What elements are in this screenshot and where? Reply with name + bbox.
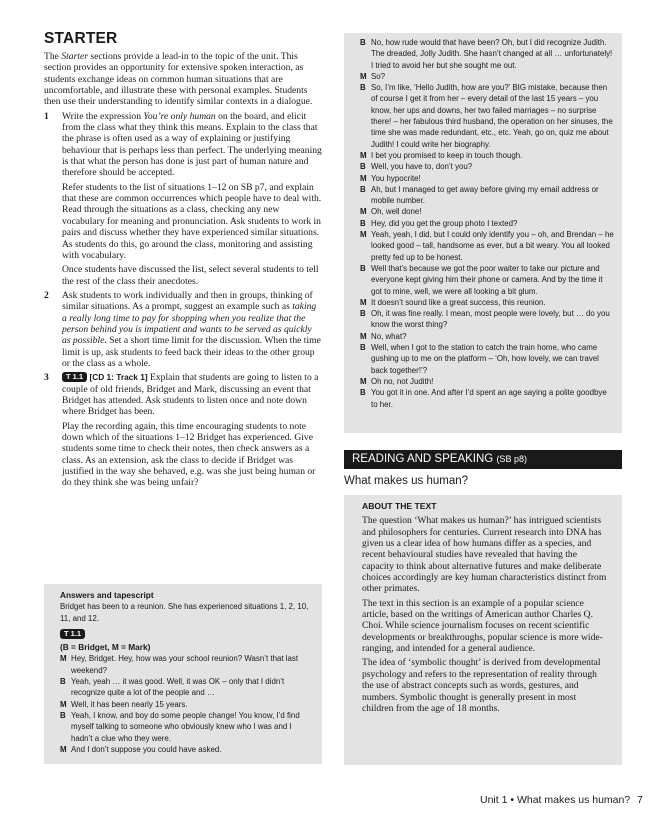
tapescript-line: [360, 71, 614, 82]
intro-text-post: sections provide a lead-in to the topic of the unit. This section provides an opportunity for extensive spoken interaction, as students exchange ideas on common human situations that are uncomfortable, and illustrate these with personal examples. Students then use their understanding to identify similar contexts in a dialogue.: [44, 51, 313, 108]
page-footer: [480, 794, 643, 806]
line-text: So?: [371, 71, 386, 81]
about-paragraph-2: The text in this section is an example of a popular science article, based on the writings of American author Charles Q. Choi. While science journalism focuses on recent scientific developments or breakthroughs, popular science is more wide-ranging, and intended for a general audience.: [362, 597, 603, 655]
tapescript-line: [360, 263, 614, 297]
step-1-paragraph-2: Refer students to the list of situations 1–12 on SB p7, and explain that these are common occurrences which people have to deal with. Read through the situations as a class, checking any new vocabulary for meaning and pronunciation. Ask students to work in pairs and discuss whether they have experienced similar situations. As students do this, go around the class, monitoring and assisting with vocabulary.: [62, 181, 322, 261]
step-number: 3: [44, 372, 49, 384]
speaker: B: [360, 309, 366, 319]
text: Explain that students are going to listen to a couple of old friends, Bridget and Mark, discussing an event that Bridget has attended. Ask students to listen once and note down where Bridget has been.: [62, 372, 319, 418]
line-text: I bet you promised to keep in touch though.: [371, 150, 523, 160]
speaker: B: [360, 388, 366, 398]
step-1-paragraph-1: [62, 111, 322, 179]
speaker-key: (B = Bridget, M = Mark): [60, 642, 151, 653]
line-text: You got it in one. And after I’d spent an age saying a polite goodbye to her.: [371, 388, 607, 409]
example-italic: taking a really long time to pay for shopping when you realize that the person behind you is impatient and wants to be served as quickly as possible: [62, 301, 317, 347]
tapescript-line: [360, 342, 614, 376]
tapescript-line: [360, 206, 614, 217]
tapescript-line: [360, 150, 614, 161]
line-text: Yeah, I know, and boy do some people change! You know, I’d find myself talking to someone who obviously knew who I was and I hadn’t a clue who they were.: [71, 710, 300, 743]
speaker: M: [360, 207, 367, 217]
speaker: B: [360, 38, 366, 47]
line-text: No, what?: [371, 331, 407, 341]
answers-tapescript-box: [44, 584, 322, 764]
speaker: M: [360, 173, 367, 183]
tapescript-line: [360, 218, 614, 229]
line-text: Well that’s because we got the poor waiter to take our picture and everyone kept giving him their phone or camera. And by the time it got to mine, well, we were all looking a bit glum.: [371, 263, 603, 296]
tapescript-line: [60, 653, 314, 676]
step-2: [44, 290, 322, 369]
tapescript-line: [360, 173, 614, 184]
step-3: [44, 372, 322, 488]
step-number: 2: [44, 289, 49, 301]
intro-italic: Starter: [61, 51, 88, 62]
tapescript-continued-box: [344, 33, 622, 433]
tapescript-lines: [60, 653, 314, 755]
step-3-paragraph-2: Play the recording again, this time encouraging students to note down which of the situations 1–12 Bridget has experienced. Give students some time to check their notes, then check answers as a class. As an extension, ask the class to decide if Bridget was justified in the way she behaved, e.g. was she just being human or do they think she was being unfair?: [62, 420, 316, 489]
text: on the board, and elicit from the class what they think this means. Explain to the class that the phrase is often used as a way of explaining or justifying behaviour that is perhaps less than perfect. The underlying meaning is that what the person has done is just part of human nature and therefore should be accepted.: [62, 110, 322, 179]
tapescript-line: [360, 229, 614, 263]
line-text: Ah, but I managed to get away before giving my email address or mobile number.: [371, 184, 599, 206]
line-text: Well, you have to, don’t you?: [371, 162, 473, 172]
line-text: So, I’m like, ‘Hello Judith, how are you?’ BIG mistake, because then of course I get it from her – every detail of the last 15 years – you know, her ups and downs, her two failed marriages – no surprise there! – her fabulous third husband, the operation on her sinuses, the time she was made redundant, etc., etc. Yeah, go on, quiz me about Judith! I could write her biography.: [371, 83, 613, 149]
speaker: M: [360, 297, 367, 307]
line-text: Oh, it was fine really. I mean, most people were lovely, but … do you know the worst thing?: [371, 309, 610, 330]
line-text: Oh no, not Judith!: [371, 376, 434, 386]
intro-text-pre: The: [44, 51, 62, 62]
tapescript-line: [360, 308, 614, 331]
text: Write the expression: [62, 110, 144, 122]
bullet-icon: •: [510, 794, 515, 806]
sb-page-ref: (SB p8): [496, 454, 527, 464]
speaker: M: [360, 71, 367, 81]
tapescript-line: [360, 82, 614, 150]
speaker: B: [360, 343, 366, 353]
answers-text: Bridget has been to a reunion. She has experienced situations 1, 2, 10, 11, and 12.: [60, 602, 309, 623]
text: . Set a short time limit for the discussion. When the time limit is up, ask students to feed back their ideas to the other group or the class as a whole.: [62, 335, 321, 369]
section-title: READING AND SPEAKING: [352, 453, 494, 465]
line-text: Well, when I got to the station to catch the train home, who came gushing up to me on the platform – ‘Oh, how lovely, we can travel back together!’?: [371, 343, 599, 375]
track-badge: T 1.1: [60, 629, 85, 639]
starter-intro: [44, 51, 322, 108]
starter-section: [44, 30, 322, 492]
line-text: Well, it has been nearly 15 years.: [71, 699, 188, 709]
reading-speaking-header: [344, 450, 622, 469]
tapescript-line: [360, 37, 614, 71]
about-paragraph-3: The idea of ‘symbolic thought’ is derived from developmental psychology and refers to the representation of reality through the use of abstract concepts such as words, gestures, and numbers. Symbolic thought is generally present in most children from the age of 18 months.: [362, 657, 601, 714]
line-text: You hypocrite!: [371, 173, 421, 183]
line-text: No, how rude would that have been? Oh, but I did recognize Judith. The dreaded, Jolly Judith. She hasn’t changed at all … unfortunately! I tried to avoid her but she sought me out.: [371, 38, 613, 70]
reading-subtitle: What makes us human?: [344, 475, 469, 487]
tapescript-line: [360, 387, 614, 410]
line-text: Hey, Bridget. Hey, how was your school reunion? Wasn’t that last weekend?: [71, 654, 299, 675]
line-text: It doesn’t sound like a great success, this reunion.: [371, 297, 546, 307]
speaker: B: [360, 218, 366, 228]
step-2-paragraph-1: [62, 290, 322, 369]
speaker: M: [60, 744, 67, 754]
speaker: M: [360, 150, 367, 160]
tapescript-line: [360, 297, 614, 308]
footer-topic: What makes us human?: [516, 794, 631, 806]
footer-unit: Unit 1: [480, 794, 508, 806]
speaker: M: [360, 331, 367, 341]
line-text: Oh, well done!: [371, 207, 422, 217]
about-heading: ABOUT THE TEXT: [362, 501, 437, 511]
speaker: M: [60, 654, 67, 664]
step-1-paragraph-3: Once students have discussed the list, select several students to tell the rest of the class their anecdotes.: [62, 264, 319, 287]
tapescript-line: [360, 161, 614, 172]
about-paragraph-1: The question ‘What makes us human?’ has intrigued scientists and philosophers for centuries. Current research into DNA has given us a clear idea of how humans differ as a species, and recent behavioural studies have revealed that having the capacity to think about alternative futures and make deliberate choices accordingly are key human characteristics distinct from other primates.: [362, 515, 607, 595]
speaker: B: [60, 677, 66, 687]
track-badge: T 1.1: [62, 372, 87, 382]
speaker: B: [360, 83, 366, 93]
step-3-paragraph-1: [62, 372, 322, 417]
tapescript-line: [60, 744, 314, 755]
speaker: B: [360, 162, 366, 172]
tapescript-line: [60, 710, 314, 744]
speaker: M: [60, 699, 67, 709]
tapescript-line: [360, 184, 614, 207]
speaker: B: [360, 263, 366, 273]
cd-track-label: [CD 1: Track 1]: [89, 372, 148, 383]
page-number: 7: [637, 794, 643, 806]
tapescript-line: [360, 376, 614, 387]
expression-italic: You’re only human: [143, 110, 216, 122]
step-number: 1: [44, 110, 49, 122]
answers-heading: Answers and tapescript: [60, 590, 154, 600]
speaker: M: [360, 376, 367, 386]
section-title-starter: STARTER: [44, 30, 118, 47]
tapescript-line: [360, 331, 614, 342]
about-the-text-box: [344, 495, 622, 765]
line-text: And I don’t suppose you could have asked.: [71, 744, 222, 754]
step-1: [44, 111, 322, 287]
line-text: Yeah, yeah … it was good. Well, it was OK – only that I didn’t recognize quite a lot of the people and …: [71, 677, 285, 698]
speaker: M: [360, 230, 367, 240]
tapescript-line: [60, 676, 314, 699]
speaker: B: [360, 184, 366, 194]
line-text: Yeah, yeah, I did, but I could only identify you – oh, and Brendan – he looked good – tall, handsome as ever, but a bit weary. You all looked pretty fed up to be honest.: [371, 230, 614, 262]
speaker: B: [60, 710, 66, 720]
tapescript-line: [60, 699, 314, 710]
line-text: Hey, did you get the group photo I texted?: [371, 218, 518, 228]
text: Ask students to work individually and then in groups, thinking of similar situations. As a prompt, suggest an example such as: [62, 289, 313, 313]
